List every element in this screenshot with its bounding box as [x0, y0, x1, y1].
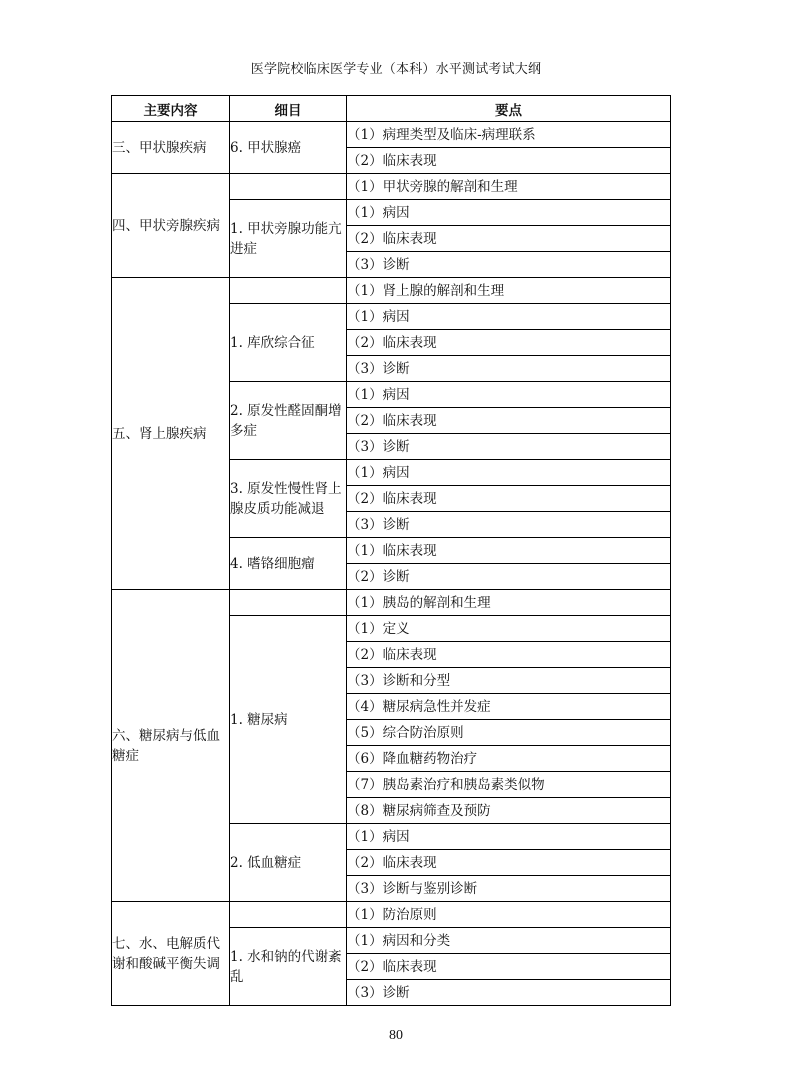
point-cell: （1）定义: [347, 616, 671, 642]
point-cell: （2）临床表现: [347, 148, 671, 174]
detail-cell: [230, 174, 347, 200]
point-cell: （2）临床表现: [347, 850, 671, 876]
point-cell: （1）病因: [347, 460, 671, 486]
point-cell: （2）诊断: [347, 564, 671, 590]
point-cell: （1）病因: [347, 200, 671, 226]
point-cell: （1）防治原则: [347, 902, 671, 928]
table-row: [112, 590, 671, 616]
column-header-detail: 细目: [230, 96, 347, 122]
table-row: [112, 174, 671, 200]
syllabus-table: [111, 95, 671, 1006]
point-cell: （2）临床表现: [347, 330, 671, 356]
point-cell: （3）诊断: [347, 512, 671, 538]
topic-cell: 三、甲状腺疾病: [112, 122, 230, 174]
point-cell: （7）胰岛素治疗和胰岛素类似物: [347, 772, 671, 798]
point-cell: （3）诊断和分型: [347, 668, 671, 694]
page-number: 80: [389, 1028, 403, 1043]
detail-cell: [230, 278, 347, 304]
point-cell: （4）糖尿病急性并发症: [347, 694, 671, 720]
detail-cell: 4. 嗜铬细胞瘤: [230, 538, 347, 590]
detail-cell: 6. 甲状腺癌: [230, 122, 347, 174]
detail-cell: 2. 原发性醛固酮增多症: [230, 382, 347, 460]
detail-cell: [230, 902, 347, 928]
point-cell: （1）病因和分类: [347, 928, 671, 954]
topic-cell: 七、水、电解质代谢和酸碱平衡失调: [112, 902, 230, 1006]
point-cell: （1）病因: [347, 304, 671, 330]
topic-cell: 五、肾上腺疾病: [112, 278, 230, 590]
table-header-row: [112, 96, 671, 122]
point-cell: （6）降血糖药物治疗: [347, 746, 671, 772]
detail-cell: [230, 590, 347, 616]
point-cell: （1）病因: [347, 382, 671, 408]
point-cell: （1）肾上腺的解剖和生理: [347, 278, 671, 304]
detail-cell: 2. 低血糖症: [230, 824, 347, 902]
point-cell: （2）临床表现: [347, 642, 671, 668]
point-cell: （1）病理类型及临床-病理联系: [347, 122, 671, 148]
point-cell: （1）甲状旁腺的解剖和生理: [347, 174, 671, 200]
point-cell: （2）临床表现: [347, 408, 671, 434]
point-cell: （3）诊断: [347, 434, 671, 460]
point-cell: （5）综合防治原则: [347, 720, 671, 746]
topic-cell: 六、糖尿病与低血糖症: [112, 590, 230, 902]
column-header-topic: 主要内容: [112, 96, 230, 122]
page-header: 医学院校临床医学专业（本科）水平测试考试大纲: [250, 62, 542, 77]
table-row: [112, 278, 671, 304]
column-header-points: 要点: [347, 96, 671, 122]
point-cell: （2）临床表现: [347, 226, 671, 252]
point-cell: （1）病因: [347, 824, 671, 850]
table-body: [112, 122, 671, 1006]
point-cell: （3）诊断: [347, 252, 671, 278]
point-cell: （2）临床表现: [347, 954, 671, 980]
detail-cell: 1. 甲状旁腺功能亢进症: [230, 200, 347, 278]
point-cell: （3）诊断与鉴别诊断: [347, 876, 671, 902]
detail-cell: 1. 库欣综合征: [230, 304, 347, 382]
point-cell: （3）诊断: [347, 980, 671, 1006]
point-cell: （1）胰岛的解剖和生理: [347, 590, 671, 616]
topic-cell: 四、甲状旁腺疾病: [112, 174, 230, 278]
point-cell: （1）临床表现: [347, 538, 671, 564]
table-row: [112, 902, 671, 928]
detail-cell: 1. 水和钠的代谢紊乱: [230, 928, 347, 1006]
detail-cell: 3. 原发性慢性肾上腺皮质功能减退: [230, 460, 347, 538]
point-cell: （3）诊断: [347, 356, 671, 382]
point-cell: （2）临床表现: [347, 486, 671, 512]
detail-cell: 1. 糖尿病: [230, 616, 347, 824]
table-row: [112, 122, 671, 148]
point-cell: （8）糖尿病筛查及预防: [347, 798, 671, 824]
